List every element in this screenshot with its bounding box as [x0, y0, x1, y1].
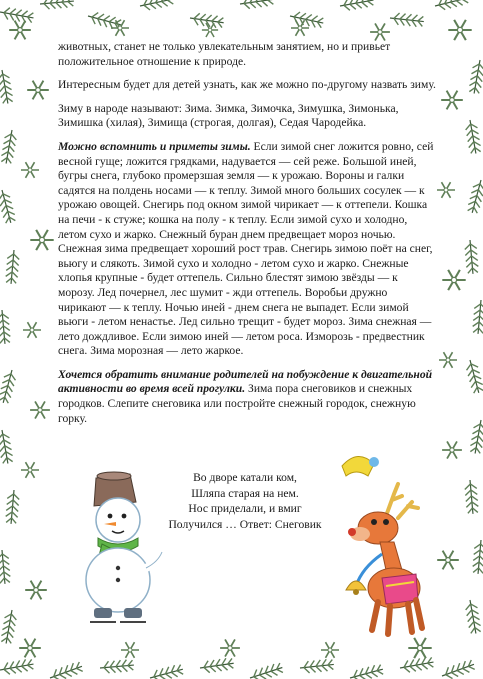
paragraph-winter-names-intro: Интересным будет для детей узнать, как же можно по-другому назвать зиму. — [58, 78, 436, 92]
paragraph-winter-signs — [58, 140, 436, 359]
riddle-line: Нос приделали, и вмиг — [188, 502, 302, 516]
paragraph-intro: животных, станет не только увлекательным занятием, но и привьет положительное отношение к природе. — [58, 40, 391, 68]
snowman-skating-icon — [58, 468, 168, 638]
paragraph-winter-names: Зиму в народе называют: Зима. Зимка, Зимочка, Зимушка, Зимонька, Зимишка (хилая), Зимища (строгая, долгая), Седая Чародейка. — [58, 101, 399, 130]
activity-lead: Хочется обратить внимание родителей на побуждение к двигательной активности во время всей прогулки. — [58, 367, 433, 396]
riddle-line: Шляпа старая на нем. — [191, 486, 299, 500]
activity-body: Зима пора снеговиков и снежных городков. Слепите снеговика или постройте снежный городок, снежную горку. — [58, 382, 416, 425]
riddle-line: Во дворе катали ком, — [193, 471, 297, 484]
riddle-line: Получился … Ответ: Снеговик — [168, 517, 322, 531]
winter-signs-lead: Можно вспомнить и приметы зимы. — [58, 139, 251, 153]
paragraph-activity — [58, 368, 436, 426]
reindeer-bell-icon — [312, 450, 434, 642]
article-body — [58, 40, 436, 435]
winter-signs-body: Если зимой снег ложится ровно, сей весной гуще; ложится грядками, надувается — сей реже. Большой иней, бугры снега, глубоко промерзшая земля — к урожаю. Вороны и галки садятся на полдень носами — к теплу. Зимой много больших сосулек — к урожаю овощей. Снегирь под окном зимой чирикает — к оттепели. Кошка на печи - к стуже; кошка на полу - к теплу. Если зимой сухо и холодно, летом сухо и жарко. Снежный буран днем предвещает мороз ночью. Снежная зима предвещает хороший рост трав. Снегирь зимою поёт на снег, вьюгу и слякоть. Зимой сухо и холодно - летом сухо и жарко. Снежные хлопья крупные - будет оттепель. Сильно блестят зимою звёзды — к морозу. Лед почернел, лес шумит - жди оттепель. Воробьи дружно чирикают — к теплу. Ночью иней - днем снега не выпадет. Если зимой вьюги - летом ненастье. Лед сильно трещит - будет мороз. Зима снежная — лето дождливое. Если зимою иней — летом роса. Изморозь - предвестник снега. Зима морозная — лето жаркое. — [58, 139, 434, 358]
